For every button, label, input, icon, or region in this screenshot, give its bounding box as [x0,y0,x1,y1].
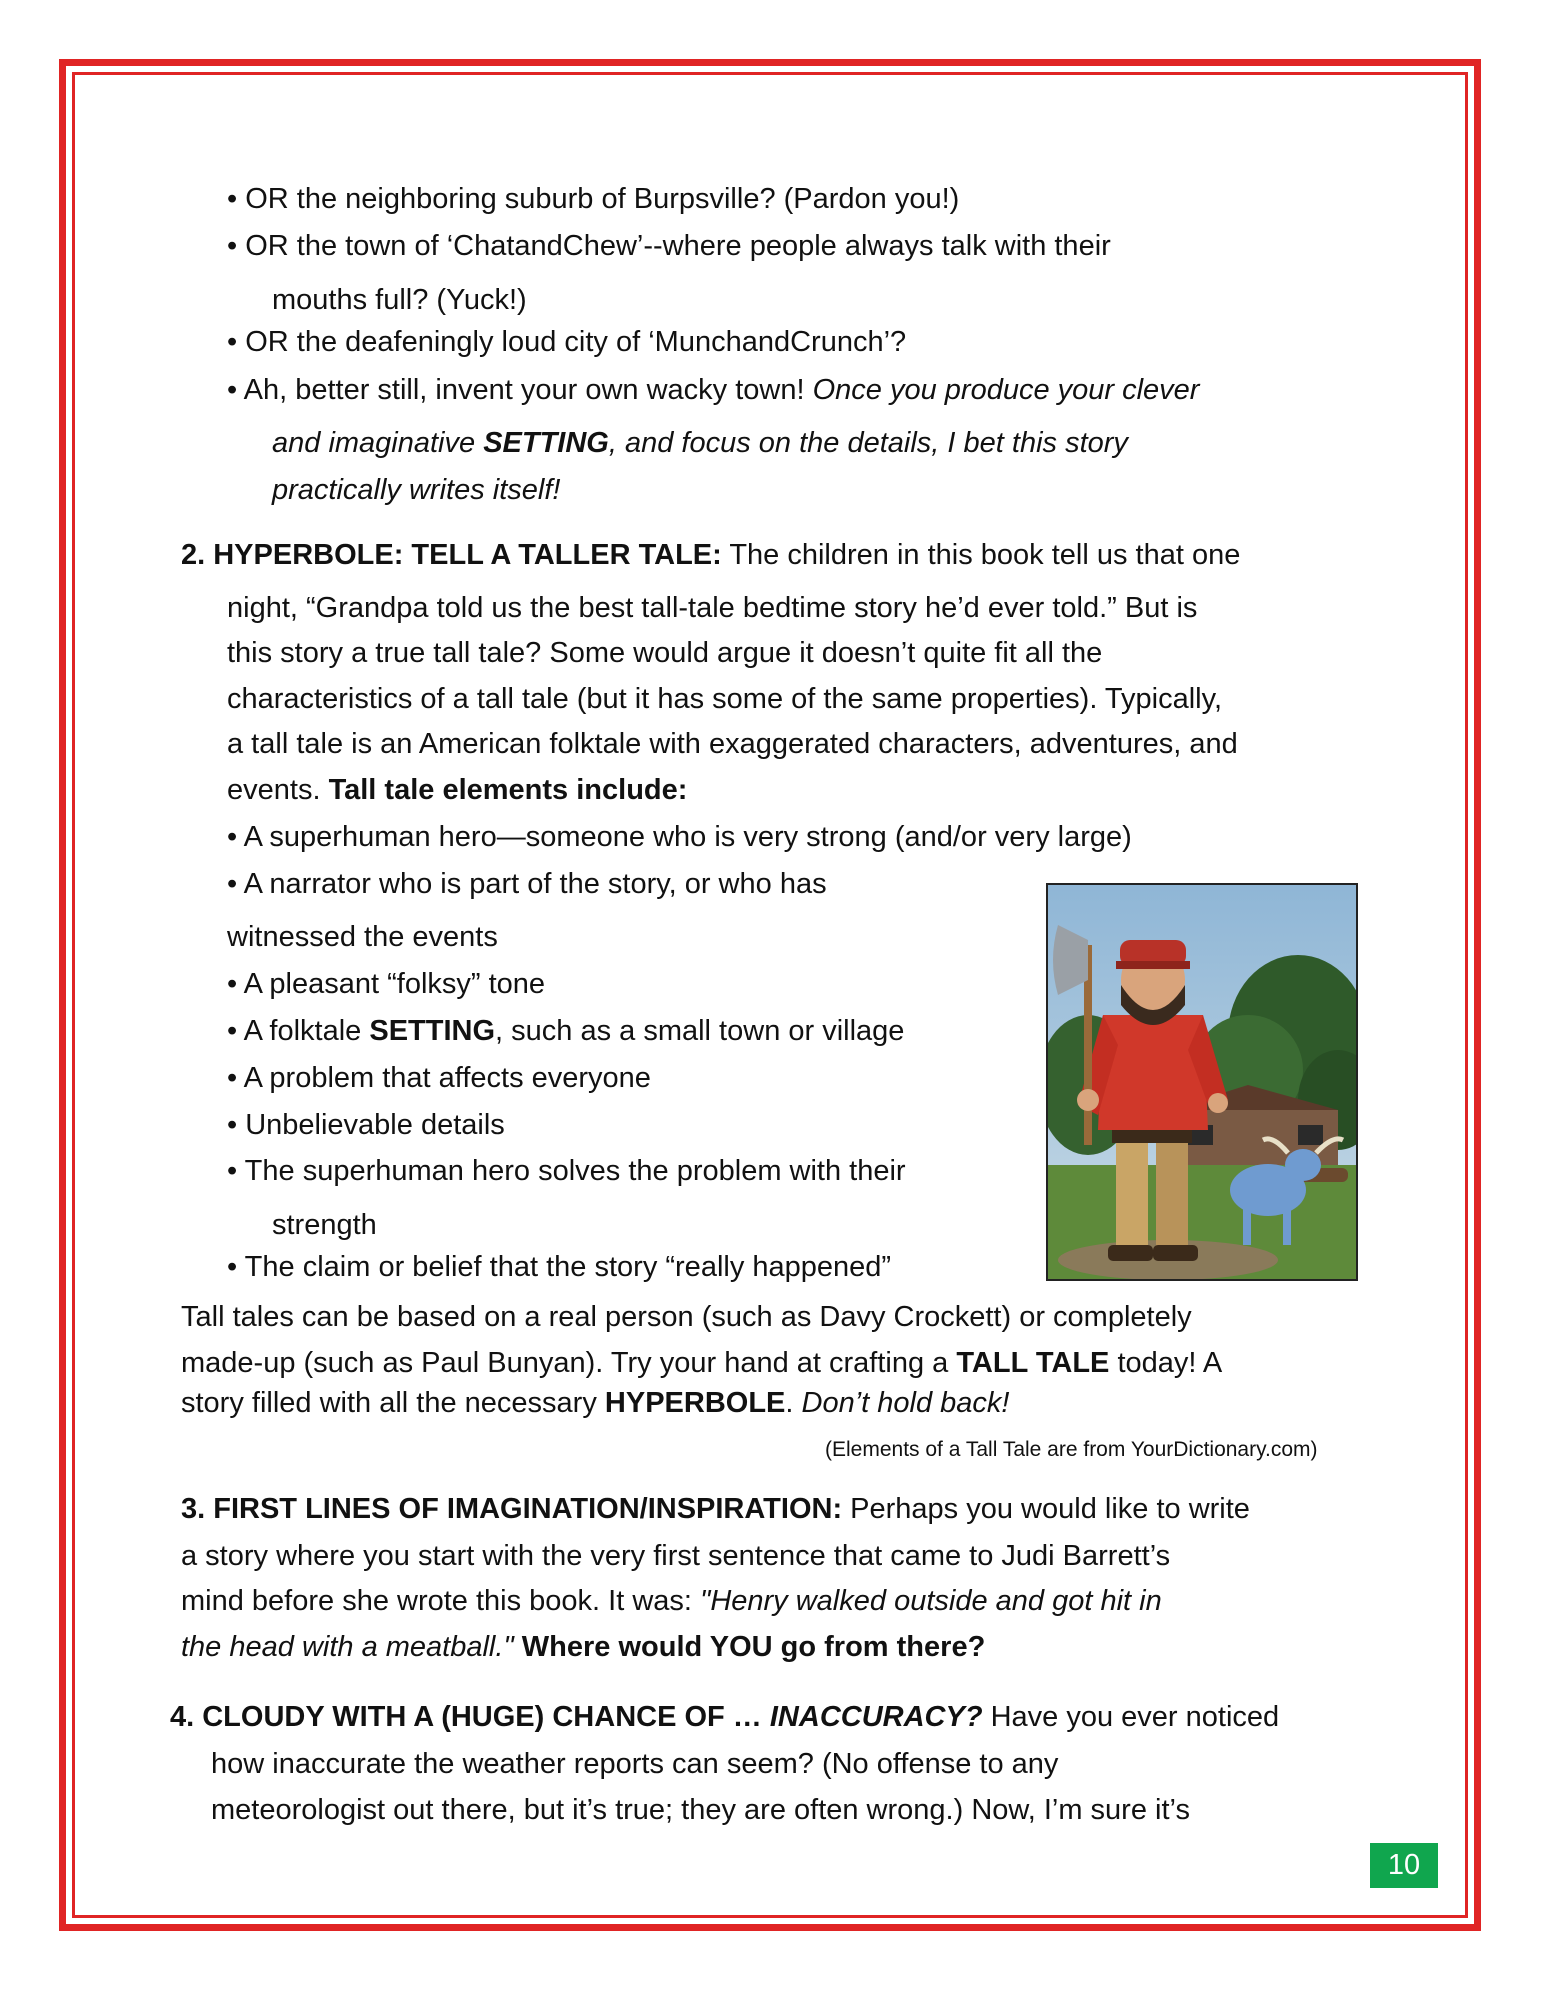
paul-bunyan-statue-photo [1046,883,1358,1281]
text-span: . [785,1387,802,1419]
text-span: today! A [1109,1347,1223,1379]
section2-line2: night, “Grandpa told us the best tall-tale bedtime story he’d ever told.” But is [227,592,1198,624]
text-span: , and focus on the details, I bet this story [608,427,1128,459]
section4-line2: how inaccurate the weather reports can seem? (No offense to any [211,1748,1059,1780]
text-span: story filled with all the necessary [181,1387,605,1419]
where-would-you-go: Where would YOU go from there? [513,1631,986,1663]
element-folksy-tone: • A pleasant “folksy” tone [227,968,546,1000]
text-span: The children in this book tell us that one [721,539,1241,571]
hyperbole-emphasis: HYPERBOLE [604,1387,786,1419]
element-folktale-setting [227,1014,904,1048]
section2-first-line [181,538,1240,572]
bullet-chatandchew-cont: mouths full? (Yuck!) [272,284,527,316]
dont-hold-back: Don’t hold back! [801,1387,1010,1419]
section2-para-line3 [181,1386,1009,1420]
section2-para-line1: Tall tales can be based on a real person (such as Davy Crockett) or completely [181,1301,1192,1333]
text-span: mind before she wrote this book. It was: [181,1585,701,1617]
section3-line3 [181,1584,1162,1618]
section3-line4 [181,1630,985,1664]
section4-heading-italic: INACCURACY? [769,1701,983,1733]
element-problem: • A problem that affects everyone [227,1062,651,1094]
elements-label: Tall tale elements include: [328,774,688,806]
element-hero-solves: • The superhuman hero solves the problem with their [227,1155,906,1187]
bullet-invent-town-italic: Once you produce your clever [812,374,1200,406]
bullet-chatandchew: • OR the town of ‘ChatandChew’--where people always talk with their [227,230,1111,262]
section3-heading: 3. FIRST LINES OF IMAGINATION/INSPIRATION: [181,1493,843,1525]
section3-line2: a story where you start with the very first sentence that came to Judi Barrett’s [181,1540,1171,1572]
source-citation: (Elements of a Tall Tale are from YourDictionary.com) [825,1438,1318,1461]
bullet-burpsville: • OR the neighboring suburb of Burpsville? (Pardon you!) [227,183,960,215]
section4-heading: 4. CLOUDY WITH A (HUGE) CHANCE OF … [170,1701,770,1733]
bullet-invent-town-text: • Ah, better still, invent your own wacky town! [227,374,813,406]
bullet-invent-town-line2 [272,426,1128,460]
section4-first-line [170,1700,1279,1734]
element-superhuman-hero: • A superhuman hero—someone who is very strong (and/or very large) [227,821,1132,853]
setting-emphasis: SETTING [483,427,609,459]
text-span: events. [227,774,329,806]
text-span: Perhaps you would like to write [842,1493,1250,1525]
page-number-badge: 10 [1370,1843,1438,1888]
bullet-invent-town-line3: practically writes itself! [272,474,561,506]
tall-tale-emphasis: TALL TALE [956,1347,1110,1379]
element-hero-solves-cont: strength [272,1209,377,1241]
element-really-happened: • The claim or belief that the story “really happened” [227,1251,892,1283]
section2-line4: characteristics of a tall tale (but it has some of the same properties). Typically, [227,683,1223,715]
section4-line3: meteorologist out there, but it’s true; they are often wrong.) Now, I’m sure it’s [211,1794,1190,1826]
element-unbelievable: • Unbelievable details [227,1109,505,1141]
text-span: • A folktale [227,1015,370,1047]
text-span: , such as a small town or village [495,1015,905,1047]
text-span: made-up (such as Paul Bunyan). Try your hand at crafting a [181,1347,957,1379]
section2-line3: this story a true tall tale? Some would argue it doesn’t quite fit all the [227,637,1103,669]
setting-emphasis: SETTING [369,1015,496,1047]
element-narrator-cont: witnessed the events [227,921,498,953]
text-span: and imaginative [272,427,484,459]
bullet-munchandcrunch: • OR the deafeningly loud city of ‘MunchandCrunch’? [227,326,907,358]
section3-first-line [181,1492,1250,1526]
section2-line6 [227,773,687,807]
text-span: Have you ever noticed [982,1701,1280,1733]
section2-para-line2 [181,1346,1222,1380]
quote-first-line: "Henry walked outside and got hit in [700,1585,1162,1617]
bullet-invent-town [227,373,1199,407]
section2-line5: a tall tale is an American folktale with exaggerated characters, adventures, and [227,728,1238,760]
element-narrator: • A narrator who is part of the story, or who has [227,868,827,900]
quote-first-line-end: the head with a meatball." [181,1631,514,1663]
section2-heading: 2. HYPERBOLE: TELL A TALLER TALE: [181,539,722,571]
